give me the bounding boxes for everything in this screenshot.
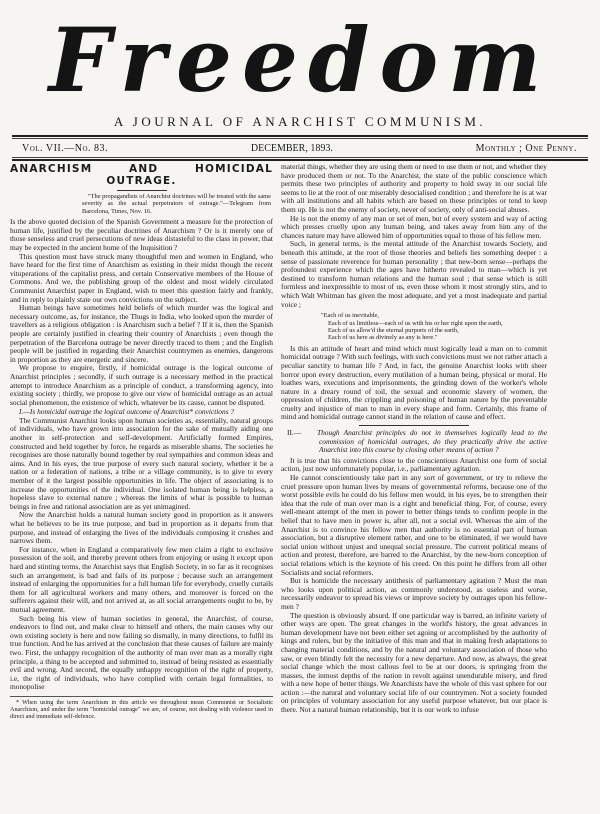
footnote: * When using the term Anarchism in this article we throughout mean Communist or Socialistic Anarchism, and under the term "homicidal outrage" we are, of course, not dealing with violence used in direct and immediate self-defence. [10,698,273,721]
headline-rule [117,190,167,191]
divider-mid [12,157,588,158]
headline-line-2: OUTRAGE. [106,175,177,187]
column-right [281,163,547,715]
issue-date: DECEMBER, 1893. [250,142,333,154]
price: Monthly ; One Penny. [475,142,577,154]
paragraph: This question must have struck many thoughtful men and women in England, who have heard for the first time of Anarchism as existing in their midst though the recent vituperations of the capitalist press, and certain Conservative members of the House of Commons. And we, the publishing group of the oldest and most widely circulated Communist Anarchist paper in England, wish to meet this question fairly and frankly, and in reply to plainly state our own convictions on the subject. [10,251,273,304]
paragraph: We propose to enquire, firstly, if homicidal outrage is the logical outcome of Anarchist principles ; secondly, if such outrage is a necessary method in the practical attempt to introduce Anarchism as a principle of conduct, a transforming agency, into existing society ; thirdly, we propose to give our view of homicidal outrage as an actual social phenomenon, the existence of which, whatever be its cause, cannot be disputed. [10,363,273,407]
section-2-question: Though Anarchist principles do not in themselves logically lead to the commission of homicidal outrages, do they practically drive the active Anarchist into this course by closing other means of action ? [317,428,547,455]
headline-word: ANARCHISM [10,163,93,175]
article-headline [10,163,273,187]
paragraph: The question is obviously absurd. If one particular way is barred, an infinite variety of other ways are open. The great changes in the world's history, the great advances in human development have not been either set agoing or accomplished by the authority of kings and rulers, but by the initiative of this man and that in making fresh adaptations to changing material conditions, and by the natural and voluntary association of those who saw, or even blindly felt the necessity for a new departure. And now, as always, the great social change which the most callous feel to be at our doors, is springing from the masses, the inmost depths of the nation in revolt against unendurable misery, and fired with a new hope of better things. We Anarchists have the whole of this vast sphere for our action :—the natural and voluntary social life of our countrymen. Not a society founded on principles of voluntary association for any useful purpose whatever, but our place is there. Not a natural human relationship, but it is our work to infuse [281,610,547,715]
whitman-quote [321,312,547,342]
paragraph: Is this an attitude of heart and mind which must logically lead a man on to commit homicidal outrage ? With such feelings, with such convictions must we not rather attach a peculiar sanctity to human life ? And, in fact, the genuine Anarchist looks with sheer horror upon every destruction, every mutilation of a human being, physical or moral. He loathes wars, executions and imprisonments, the grinding down of the worker's whole nature in a dreary round of toil, the sexual and economic slavery of women, the oppression of children, the crippling and poisoning of human nature by the preventable cruelty and injustice of man to man in every shape and form. Certainly, this frame of mind and homicidal outrage cannot stand in the relation of cause and effect. [281,343,547,422]
poem-line: "Each of us inevitable, [321,312,379,320]
paragraph: Human beings have sometimes held beliefs of which murder was the logical and necessary outcome, as, for instance, the Thugs in India, who looked upon the murder of travellers as a religious obligation : is Anarchism such a belief ? If it is, then the Spanish people are certainly justified in clearing their country of Anarchists ; even though the perpetration of the Barcelona outrage be never directly traced to them ; and the English people will be justified in regarding their Anarchist countrymen as enemies, dangerous in proportion as they are energetic and sincere. [10,303,273,364]
paragraph: It is true that his convictions close to the conscientious Anarchist one form of social action, just now unfortunately popular, i.e., parliamentary agitation. [281,455,547,474]
paragraph: But is homicide the necessary antithesis of parliamentary agitation ? Must the man who looks upon political action, as commonly understood, as useless and worse, necessarily endeavor to spread his views or improve society by outrages upon his fellow-men ? [281,576,547,611]
section-1-heading: I.—Is homicidal outrage the logical outcome of Anarchist* convictions ? [19,407,235,417]
paragraph: material things, whether they are using them or need to use them or not, and whether they have produced them or not. To the Anarchist, the state of the public conscience which permits these two principles of authority and property to hold sway in our social life seems to lie at the root of our miserably desocialised condition ; and therefore he is at war with all institutions and all habits which are based on these principles or tend to keep them up. He is not the enemy of society, never of society, only of anti-social abuses. [281,162,547,214]
paragraph: The Communist Anarchist looks upon human societies as, essentially, natural groups of individuals, who have grown into association for the sake of mutually aiding one another in self-protection and self-development. Artificially formed Empires, constructed and held together by force, he regards as miserable shams. The societies he recognises are those naturally bound together by real sympathies and common ideas and aims. And in his eyes, the true purpose of every such natural society, whether it be a nation or a federation of nations, a tribe or a village community, is to give to every member of it the largest possible opportunities in life. The object of associating is to increase the opportunities of the individual. One isolated human being is helpless, a hopeless slave to external nature ; whereas the limits of what is possible to human beings in free and rational association are as yet unimagined. [10,415,273,511]
divider-mid-thick [12,159,588,161]
paragraph: Such, in general terms, is the mental attitude of the Anarchist towards Society, and beneath this attitude, at the root of those theories and beliefs lies something deeper : a sense of passionate reverence for human personality ; that new-born sense—perhaps the profoundest experience which the ages have hitherto revealed to man—which is yet destined to transform human relations and the human soul ; that sense which is still formless and inexpressible to most of us, even those whom it most strongly stirs, and to which Walt Whitman has given the most adequate, and yet a most inadequate and partial voice ; [281,239,547,309]
paragraph: He cannot conscientiously take part in any sort of government, or try to relieve the cruel pressure upon human lives by means of governmental reforms, because one of the worst possible evils he could do his fellow men would, in his eyes, be to strengthen their idea that the rule of man over man is a right and beneficial thing. For, of course, every well-meant attempt of the men in power to better things tends to confirm people in the belief that to have men in power is, after all, not a social evil. Whereas the aim of the Anarchist is to convince his fellow men that authority is no essential part of human association, but a disruptive element rather, and one to be eliminated, if we would have social union without unjust and unequal social pressure. The current political means of action and protest, therefore, are barred to the Anarchist, by the new-born conception of social relations which is the keynote of his creed. On this point he differs from all other Socialists and social reformers. [281,473,547,577]
divider-top [12,135,588,137]
section-2-heading [287,428,547,455]
volume-number: Vol. VII.—No. 83. [22,142,109,154]
section-2-number: II.— [287,428,302,438]
poem-line: Each of us allow'd the eternal purports of the earth, [328,326,459,334]
dateline [22,141,577,155]
paragraph: Is the above quoted decision of the Spanish Government a measure for the protection of human life, justified by the peculiar doctrines of Anarchism ? Or is it merely one of those senseless and cruel persecutions of new ideas distasteful to the class in power, that may be expected in the ancient home of the Inquisition ? [10,217,273,252]
poem-line: Each of us here as divinely as any is here." [328,334,438,342]
newspaper-subtitle: A JOURNAL OF ANARCHIST COMMUNISM. [113,114,487,129]
divider-top-thin [12,138,588,139]
epigraph: "The propagandists of Anarchist doctrines will be treated with the same severity as the actual perpetrators of outrage."—Telegram from Barcelona, Times, Nov. 16. [82,193,271,215]
poem-line: Each of us limitless—each of us with his or her right upon the earth, [328,319,503,327]
paragraph: Such being his view of human societies in general, the Anarchist, of course, endeavors to find out, and make clear to himself and others, the main causes why our own existing society is here and now failing so dismally, in many directions, to fulfil its true function. And he has arrived at the conclusion that these causes of failure are mainly two. First, the unhappy recognition of the authority of man over man as a morally right principle, a thing to be accepted and submitted to, instead of being resisted as essentially evil and wrong. And second, the equally unhappy recognition of the right of property, i.e, the right of individuals, who have complied with certain legal formalities, to monopolise [10,613,273,692]
paragraph: Now the Anarchist holds a natural human society good in proportion as it answers what he believes to be its true purpose, and bad in proportion as it departs from that purpose, and instead of enlarging the lives of the individuals composing it crushes and narrows them. [10,510,273,546]
column-left [10,163,273,720]
paragraph: He is not the enemy of any man or set of men, but of every system and way of acting which presses cruelly upon any human being, and takes away from him any of the chances nature may have allowed him of opportunities equal to those of his fellow men. [281,213,547,240]
masthead [0,0,600,140]
headline-word: AND [129,163,159,175]
paragraph: For instance, when in England a comparatively few men claim a right to exclusive possession of the soil, and thereby prevent others from enjoying or using it except upon hard and stinting terms, the Anarchist says that English Society, in so far as it recognises such an arrangement, is bad and fails of its purpose ; because such an arrangement instead of enlarging the opportunities for a full human life for everybody, cruelly curtails them for all agricultural workers and many others, and moreover is forced on the sufferers against their will, and not arrived at, as all social arrangements ought to be, by mutual agreement. [10,544,273,614]
newspaper-title: Freedom [48,8,552,112]
headline-word: HOMICIDAL [194,163,273,175]
section-divider [359,425,469,426]
footnote-divider [10,696,273,697]
